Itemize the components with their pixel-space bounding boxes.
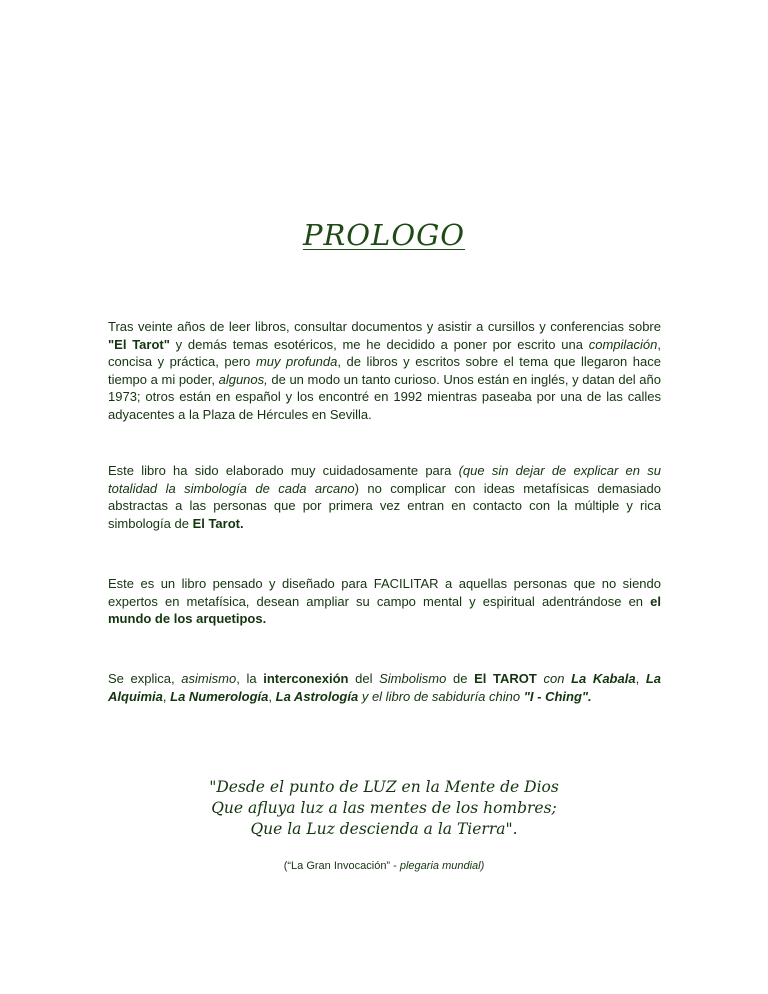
text-segment: La Kabala — [571, 671, 636, 686]
text-segment: del — [348, 671, 380, 686]
text-segment: La Alquimia — [108, 671, 661, 704]
text-segment: Tras veinte años de leer libros, consultar documentos y asistir a cursillos y conferencias sobre — [108, 319, 661, 334]
quote-line: Que la Luz descienda a la Tierra". — [250, 820, 518, 838]
text-segment: ) no complicar con ideas metafísicas demasiado abstractas a las personas que por primera vez entran en contacto con la múltiple y rica simbología de — [108, 480, 661, 531]
text-segment: Este libro ha sido elaborado muy cuidadosamente para — [108, 463, 459, 478]
text-segment: Simbolismo — [379, 671, 447, 686]
quote-attribution — [0, 860, 768, 872]
text-segment: "I - Ching". — [523, 688, 592, 704]
text-segment: y demás temas esotéricos, me he decidido a poner por escrito una — [169, 336, 589, 352]
text-segment: , — [162, 688, 171, 704]
text-segment: La Numerología — [170, 688, 269, 704]
quote-line: "Desde el punto de LUZ en la Mente de Dios — [209, 778, 559, 796]
text-segment: Se explica, — [108, 671, 182, 686]
text-segment: La Astrología — [275, 688, 359, 704]
text-segment: "El Tarot" — [108, 336, 170, 352]
text-segment: , — [635, 671, 646, 686]
attribution-italic: plegaria mundial) — [399, 860, 485, 872]
text-segment: y el libro de sabiduría chino — [361, 688, 521, 704]
text-segment: , concisa y práctica, pero — [108, 336, 661, 370]
paragraph-3 — [108, 575, 661, 628]
text-segment: el mundo de los arquetipos. — [108, 593, 661, 627]
text-segment: , — [268, 688, 276, 704]
page-title-text: PROLOGO — [302, 218, 466, 252]
invocation-quote — [0, 777, 768, 840]
text-segment: El TAROT — [474, 671, 537, 686]
text-segment: algunos, — [218, 371, 268, 387]
paragraph-2 — [108, 462, 661, 532]
text-segment: El Tarot. — [192, 515, 244, 531]
paragraph-4 — [108, 670, 661, 705]
paragraph-1 — [108, 318, 661, 424]
page-title — [0, 218, 768, 252]
attribution-main: (“La Gran Invocación” - — [283, 860, 400, 872]
text-segment: de — [446, 671, 475, 686]
quote-line: Que afluya luz a las mentes de los hombres; — [211, 799, 557, 817]
text-segment: , la — [236, 671, 264, 686]
text-segment: interconexión — [263, 671, 349, 686]
text-segment: muy profunda — [255, 354, 338, 370]
text-segment: , de libros y escritos sobre el tema que llegaron hace tiempo a mi poder, — [108, 354, 661, 387]
text-segment: (que sin dejar de explicar en su totalidad la simbología de cada arcano — [108, 463, 661, 496]
text-segment: con — [543, 671, 565, 686]
text-segment: Este es un libro pensado y diseñado para FACILITAR a aquellas personas que no siendo expertos en metafísica, desean ampliar su campo mental y espiritual adentrándose en — [108, 576, 661, 609]
text-segment: compilación — [588, 336, 658, 352]
text-segment: asimismo — [181, 671, 237, 686]
text-segment: de un modo un tanto curioso. Unos están en inglés, y datan del año 1973; otros están en español y los encontré en 1992 mientras paseaba por una de las calles adyacentes a la Plaza de Hércules en Sevilla. — [108, 371, 662, 422]
